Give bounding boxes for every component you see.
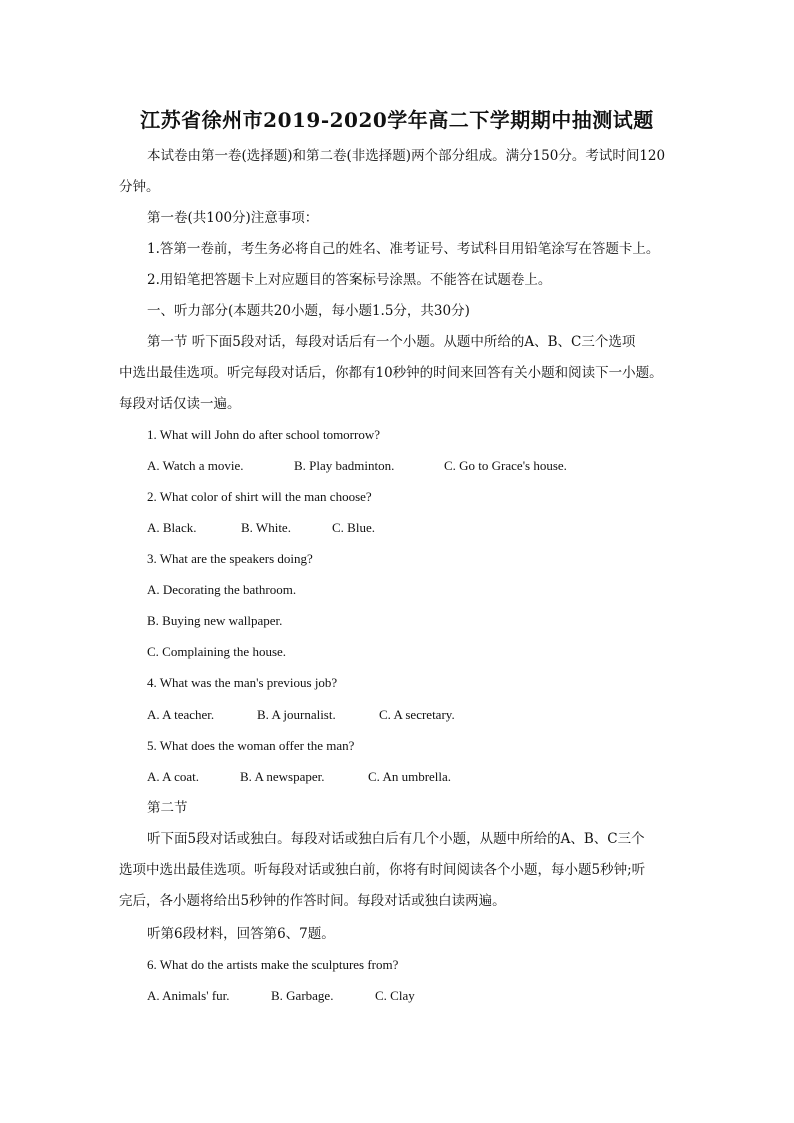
question-2: 2. What color of shirt will the man choose? [147, 489, 372, 504]
q6-option-a: A. Animals' fur. [147, 988, 230, 1003]
q2-option-b: B. White. [241, 520, 291, 535]
q3-option-a: A. Decorating the bathroom. [147, 582, 297, 597]
q4-option-b: B. A journalist. [257, 707, 336, 722]
q6-option-c: C. Clay [375, 988, 415, 1003]
section2-line-2: 选项中选出最佳选项。听每段对话或独白前，你将有时间阅读各个小题，每小题5秒钟;听 [119, 862, 646, 878]
q5-option-c: C. An umbrella. [368, 769, 452, 784]
q3-option-b: B. Buying new wallpaper. [147, 613, 283, 628]
question-3: 3. What are the speakers doing? [147, 551, 313, 566]
q2-option-a: A. Black. [147, 520, 197, 535]
question-4: 4. What was the man's previous job? [147, 675, 338, 690]
q5-option-a: A. A coat. [147, 769, 199, 784]
material-6-instruction: 听第6段材料，回答第6、7题。 [147, 926, 335, 942]
q5-option-b: B. A newspaper. [240, 769, 325, 784]
q1-option-c: C. Go to Grace's house. [444, 458, 567, 473]
section2-header: 第二节 [147, 800, 188, 816]
listening-header: 一、听力部分(本题共20小题，每小题1.5分，共30分) [147, 303, 470, 319]
question-6: 6. What do the artists make the sculptures from? [147, 957, 399, 972]
note-2: 2.用铅笔把答题卡上对应题目的答案标号涂黑。不能答在试题卷上。 [147, 272, 552, 288]
q3-option-c: C. Complaining the house. [147, 644, 287, 659]
intro-line-2: 分钟。 [119, 179, 160, 195]
section1-line-2: 中选出最佳选项。听完每段对话后，你都有10秒钟的时间来回答有关小题和阅读下一小题。 [119, 365, 663, 381]
section2-line-1: 听下面5段对话或独白。每段对话或独白后有几个小题，从题中所给的A、B、C三个 [147, 831, 645, 847]
section1-line-1: 第一节 听下面5段对话，每段对话后有一个小题。从题中所给的A、B、C三个选项 [147, 334, 636, 350]
section2-line-3: 完后，各小题将给出5秒钟的作答时间。每段对话或独白读两遍。 [119, 893, 506, 909]
intro-line-1: 本试卷由第一卷(选择题)和第二卷(非选择题)两个部分组成。满分150分。考试时间120 [147, 148, 666, 164]
section1-line-3: 每段对话仅读一遍。 [119, 396, 241, 412]
question-1: 1. What will John do after school tomorrow? [147, 427, 380, 442]
question-5: 5. What does the woman offer the man? [147, 738, 355, 753]
q1-option-b: B. Play badminton. [294, 458, 395, 473]
exam-title: 江苏省徐州市2019-2020学年高二下学期期中抽测试题 [140, 108, 654, 132]
q4-option-c: C. A secretary. [379, 707, 455, 722]
part1-header: 第一卷(共100分)注意事项： [147, 210, 319, 226]
note-1: 1.答第一卷前，考生务必将自己的姓名、准考证号、考试科目用铅笔涂写在答题卡上。 [147, 241, 660, 257]
q4-option-a: A. A teacher. [147, 707, 215, 722]
q1-option-a: A. Watch a movie. [147, 458, 244, 473]
q6-option-b: B. Garbage. [271, 988, 334, 1003]
q2-option-c: C. Blue. [332, 520, 375, 535]
